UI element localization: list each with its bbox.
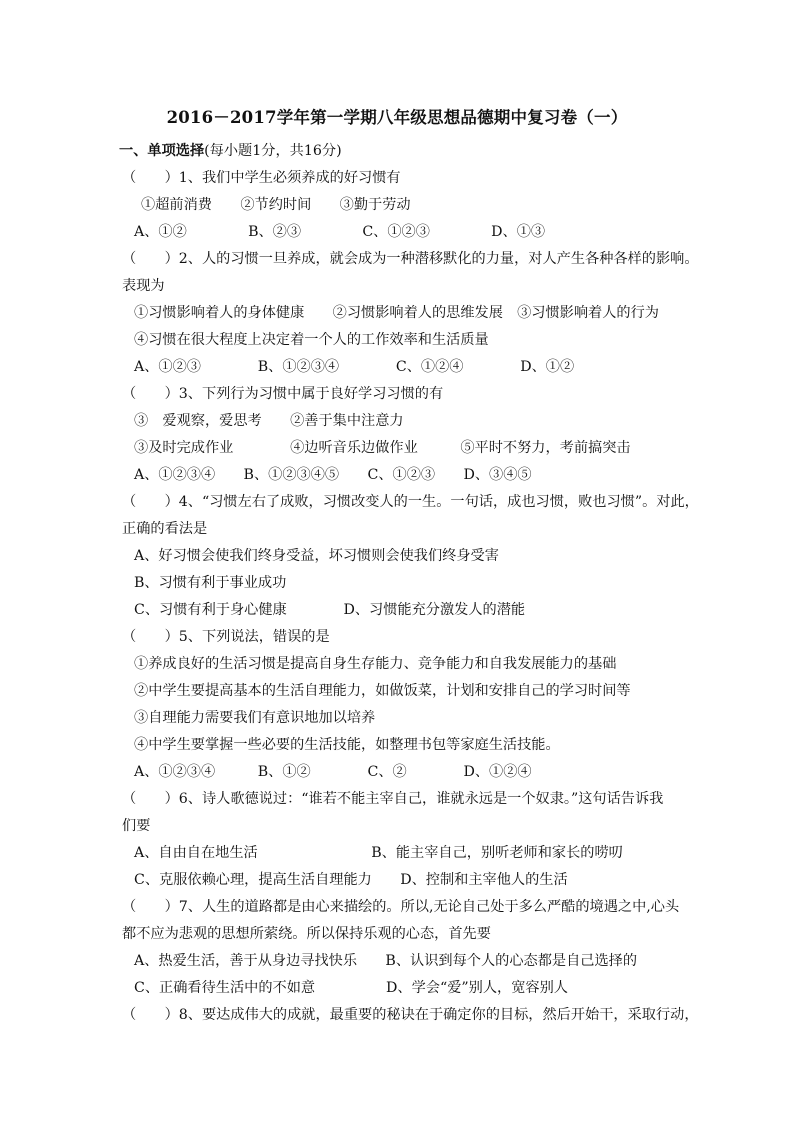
question-5: （ ）5、下列说法，错误的是 bbox=[122, 629, 330, 645]
question-1: （ ）1、我们中学生必须养成的好习惯有 bbox=[122, 170, 401, 186]
question-2-cont: 表现为 bbox=[122, 278, 165, 294]
question-7: （ ）7、人生的道路都是由心来描绘的。所以,无论自己处于多么严酷的境遇之中,心头 bbox=[122, 899, 680, 915]
question-3: （ ）3、下列行为习惯中属于良好学习习惯的有 bbox=[122, 386, 444, 402]
q5-option-3: ③自理能力需要我们有意识地加以培养 bbox=[134, 710, 376, 726]
q2-options-1: ①习惯影响着人的身体健康 ②习惯影响着人的思维发展 ③习惯影响着人的行为 bbox=[134, 305, 659, 321]
q5-option-4: ④中学生要掌握一些必要的生活技能，如整理书包等家庭生活技能。 bbox=[134, 737, 560, 753]
q6-choices-cd: C、克服依赖心理，提高生活自理能力 D、控制和主宰他人的生活 bbox=[134, 872, 568, 888]
q2-options-2: ④习惯在很大程度上决定着一个人的工作效率和生活质量 bbox=[134, 332, 489, 348]
q1-options: ①超前消费 ②节约时间 ③勤于劳动 bbox=[141, 197, 411, 213]
section-note: (每小题1分，共16分) bbox=[204, 143, 342, 159]
question-2: （ ）2、人的习惯一旦养成，就会成为一种潜移默化的力量，对人产生各种各样的影响。 bbox=[122, 251, 699, 267]
question-6-cont: 们要 bbox=[122, 818, 151, 834]
q3-options-1: ③ 爱观察，爱思考 ②善于集中注意力 bbox=[134, 413, 404, 429]
question-4: （ ）4、“习惯左右了成败，习惯改变人的一生。一句话，成也习惯，败也习惯”。对此， bbox=[122, 494, 699, 510]
section-heading bbox=[119, 142, 342, 160]
q4-choice-cd: C、习惯有利于身心健康 D、习惯能充分激发人的潜能 bbox=[134, 602, 526, 618]
question-4-cont: 正确的看法是 bbox=[122, 521, 208, 537]
q3-choices: A、①②③④ B、①②③④⑤ C、①②③ D、③④⑤ bbox=[134, 467, 532, 483]
q4-choice-b: B、习惯有利于事业成功 bbox=[134, 575, 287, 591]
q6-choices-ab: A、自由自在地生活 B、能主宰自己，别听老师和家长的唠叨 bbox=[134, 845, 623, 861]
q5-option-2: ②中学生要提高基本的生活自理能力，如做饭菜，计划和安排自己的学习时间等 bbox=[134, 683, 631, 699]
q7-choices-cd: C、正确看待生活中的不如意 D、学会“爱”别人，宽容别人 bbox=[134, 980, 568, 996]
q4-choice-a: A、好习惯会使我们终身受益，坏习惯则会使我们终身受害 bbox=[134, 548, 499, 564]
question-8: （ ）8、要达成伟大的成就，最重要的秘诀在于确定你的目标，然后开始干，采取行动， bbox=[122, 1007, 699, 1023]
q5-option-1: ①养成良好的生活习惯是提高自身生存能力、竞争能力和自我发展能力的基础 bbox=[134, 656, 617, 672]
section-title: 一、单项选择 bbox=[119, 143, 205, 159]
q7-choices-ab: A、热爱生活，善于从身边寻找快乐 B、认识到每个人的心态都是自己选择的 bbox=[134, 953, 638, 969]
q1-choices: A、①② B、②③ C、①②③ D、①③ bbox=[134, 224, 546, 240]
q3-options-2: ③及时完成作业 ④边听音乐边做作业 ⑤平时不努力，考前搞突击 bbox=[134, 440, 631, 456]
q2-choices: A、①②③ B、①②③④ C、①②④ D、①② bbox=[134, 359, 575, 375]
exam-title: 2016－2017学年第一学期八年级思想品德期中复习卷（一） bbox=[166, 108, 628, 127]
question-7-cont: 都不应为悲观的思想所萦绕。所以保持乐观的心态，首先要 bbox=[122, 926, 491, 942]
question-6: （ ）6、诗人歌德说过：“谁若不能主宰自己，谁就永远是一个奴隶。”这句话告诉我 bbox=[122, 791, 664, 807]
q5-choices: A、①②③④ B、①② C、② D、①②④ bbox=[134, 764, 532, 780]
